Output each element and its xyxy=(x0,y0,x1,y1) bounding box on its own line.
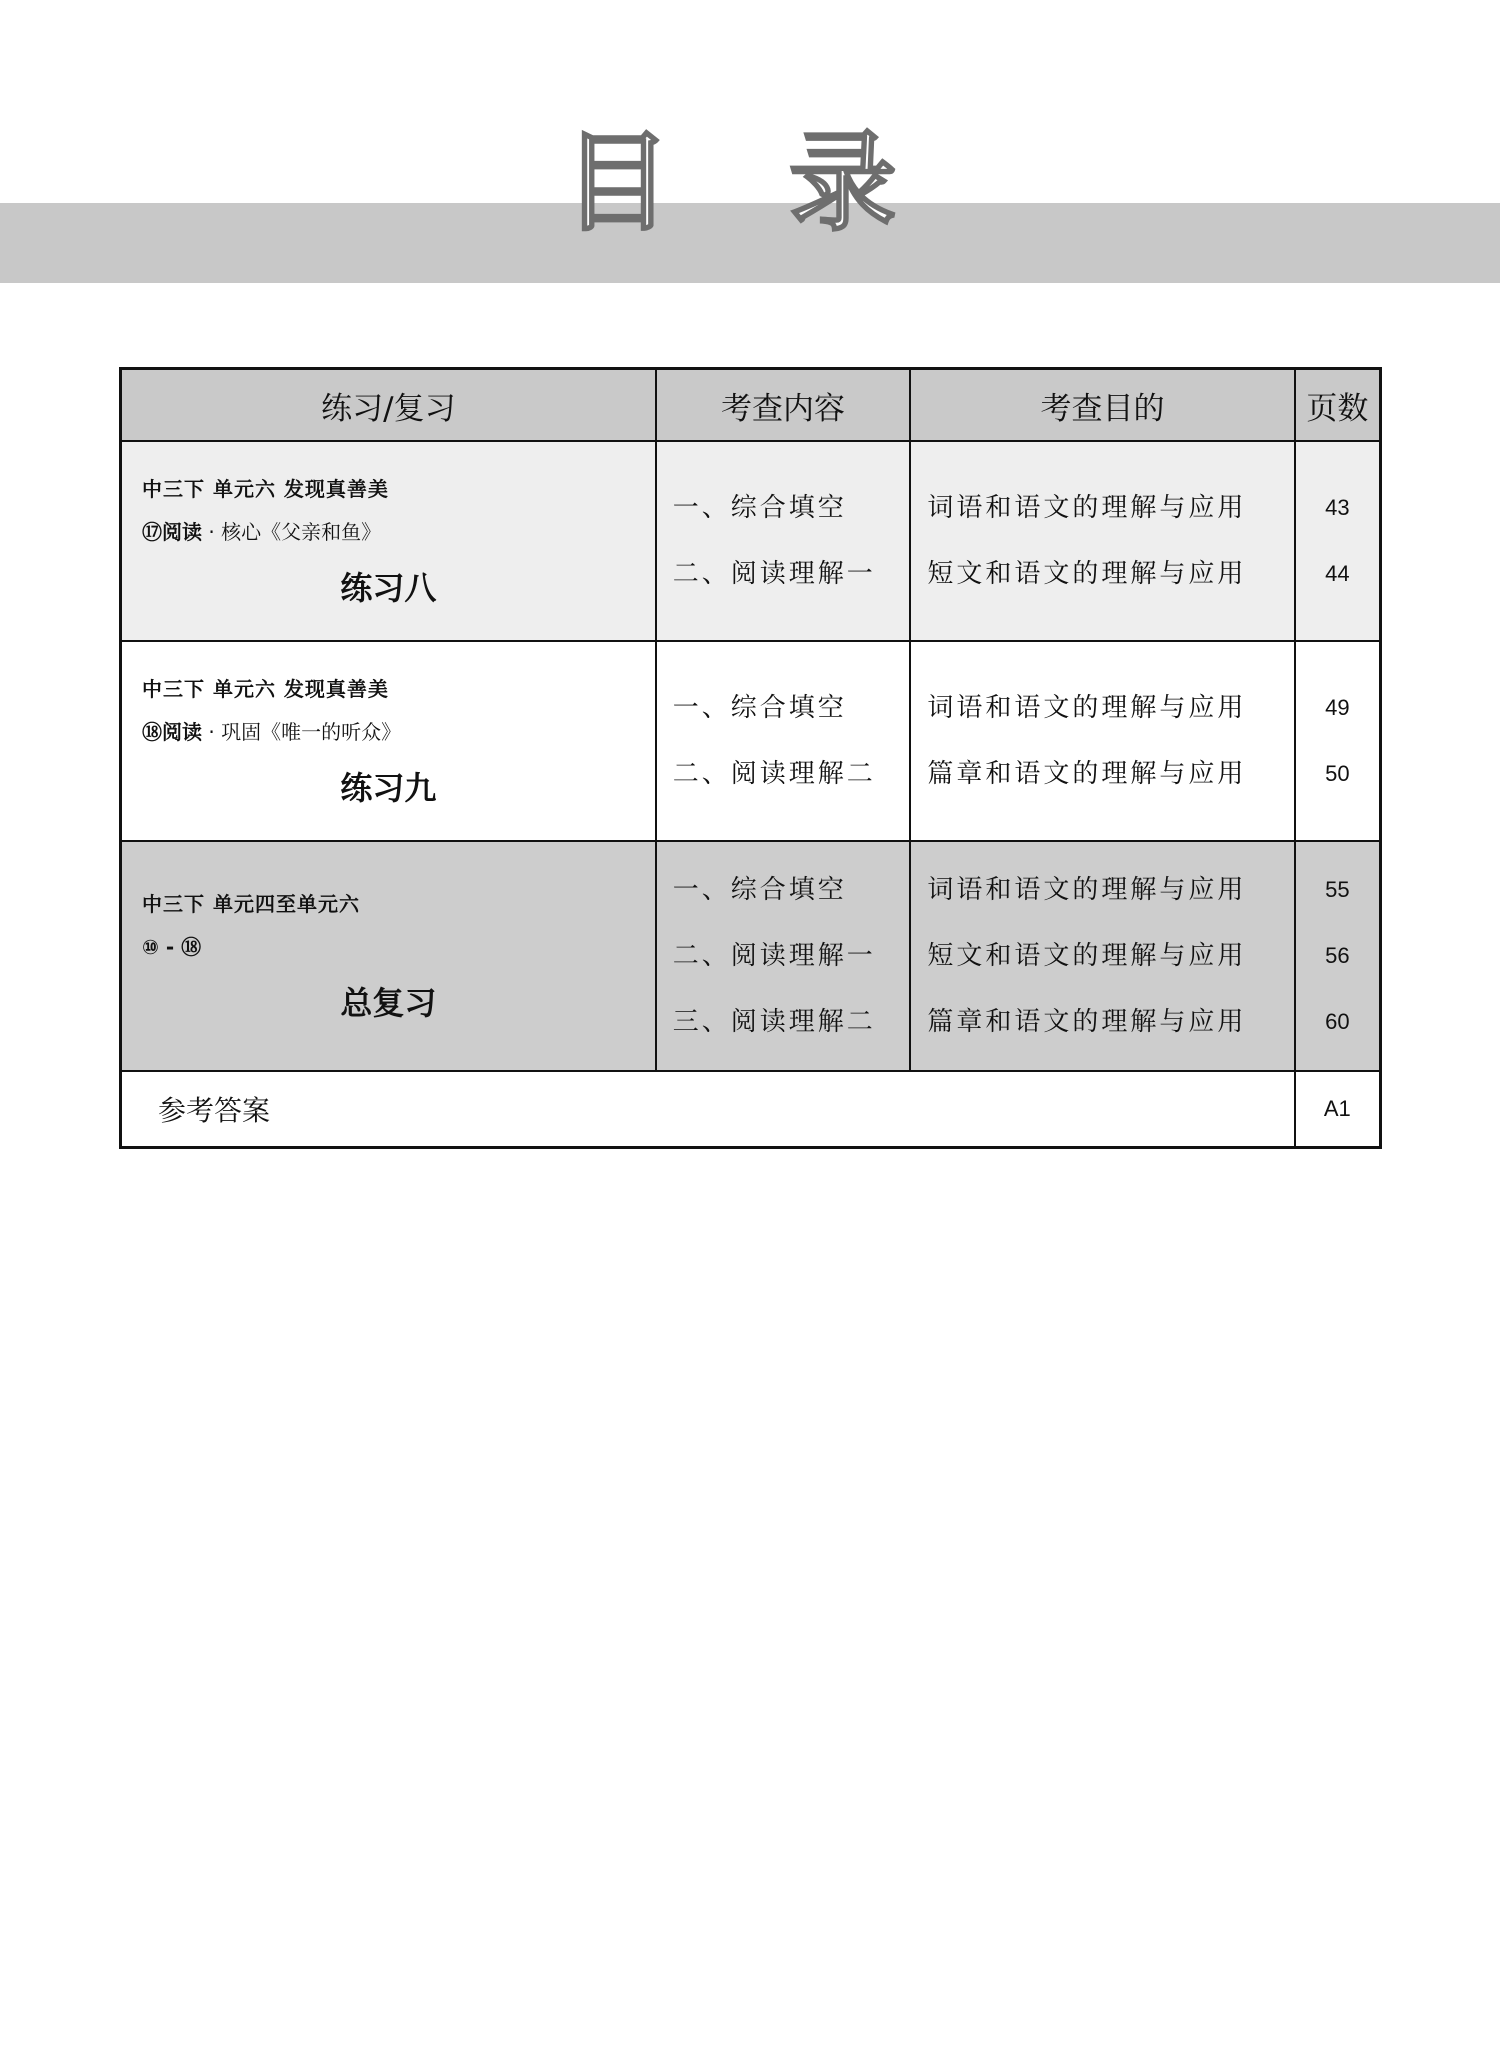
page-title: 目 录 xyxy=(563,121,937,246)
content-item: 一、综合填空 xyxy=(672,493,847,523)
lesson-title xyxy=(142,516,655,545)
content-item: 三、阅读理解二 xyxy=(672,1007,876,1037)
purpose-item: 词语和语文的理解与应用 xyxy=(927,693,1247,723)
toc-table xyxy=(119,367,1382,1149)
purpose-item: 词语和语文的理解与应用 xyxy=(927,493,1247,523)
purpose-cell xyxy=(910,641,1294,841)
lesson-number: ⑱ xyxy=(142,720,162,744)
purpose-item: 篇章和语文的理解与应用 xyxy=(927,759,1247,789)
page-number: 50 xyxy=(1325,761,1350,786)
lesson-number: ⑰ xyxy=(142,520,162,544)
table-row xyxy=(121,841,1381,1071)
page-number: 56 xyxy=(1325,943,1350,968)
lesson-name: · 巩固《唯一的听众》 xyxy=(202,720,402,744)
content-item: 二、阅读理解一 xyxy=(672,941,876,971)
purpose-cell xyxy=(910,441,1294,641)
answers-page: A1 xyxy=(1295,1071,1381,1148)
purpose-item: 短文和语文的理解与应用 xyxy=(927,941,1247,971)
answers-label: 参考答案 xyxy=(121,1071,1295,1148)
purpose-cell xyxy=(910,841,1294,1071)
purpose-item: 词语和语文的理解与应用 xyxy=(927,875,1247,905)
unit-title: 中三下 单元六 发现真善美 xyxy=(142,677,389,701)
page-number: 60 xyxy=(1325,1009,1350,1034)
exercise-name: 练习八 xyxy=(340,569,437,607)
lesson-lead: 阅读 xyxy=(162,520,202,544)
lesson-title xyxy=(142,931,655,960)
header-purpose: 考查目的 xyxy=(910,369,1294,442)
header-exercise: 练习/复习 xyxy=(121,369,656,442)
header-pages: 页数 xyxy=(1295,369,1381,442)
table-row xyxy=(121,441,1381,641)
content-item: 二、阅读理解一 xyxy=(672,559,876,589)
pages-cell xyxy=(1295,441,1381,641)
lesson-name: · 核心《父亲和鱼》 xyxy=(202,520,382,544)
purpose-item: 篇章和语文的理解与应用 xyxy=(927,1007,1247,1037)
content-item: 一、综合填空 xyxy=(672,875,847,905)
unit-title: 中三下 单元四至单元六 xyxy=(142,892,360,916)
content-item: 一、综合填空 xyxy=(672,693,847,723)
table-header-row xyxy=(121,369,1381,442)
lesson-number: ⑩ - ⑱ xyxy=(142,935,202,959)
page-number: 49 xyxy=(1325,695,1350,720)
content-cell xyxy=(656,641,911,841)
unit-cell xyxy=(121,441,656,641)
content-cell xyxy=(656,841,911,1071)
unit-cell xyxy=(121,641,656,841)
page-number: 55 xyxy=(1325,877,1350,902)
lesson-lead: 阅读 xyxy=(162,720,202,744)
table-row xyxy=(121,641,1381,841)
pages-cell xyxy=(1295,841,1381,1071)
exercise-name: 总复习 xyxy=(340,984,437,1022)
pages-cell xyxy=(1295,641,1381,841)
lesson-title xyxy=(142,716,655,745)
content-item: 二、阅读理解二 xyxy=(672,759,876,789)
answers-row xyxy=(121,1071,1381,1148)
page-number: 44 xyxy=(1325,561,1350,586)
unit-title: 中三下 单元六 发现真善美 xyxy=(142,477,389,501)
content-cell xyxy=(656,441,911,641)
unit-cell xyxy=(121,841,656,1071)
page-number: 43 xyxy=(1325,495,1350,520)
purpose-item: 短文和语文的理解与应用 xyxy=(927,559,1247,589)
exercise-name: 练习九 xyxy=(340,769,437,807)
header-content: 考查内容 xyxy=(656,369,911,442)
